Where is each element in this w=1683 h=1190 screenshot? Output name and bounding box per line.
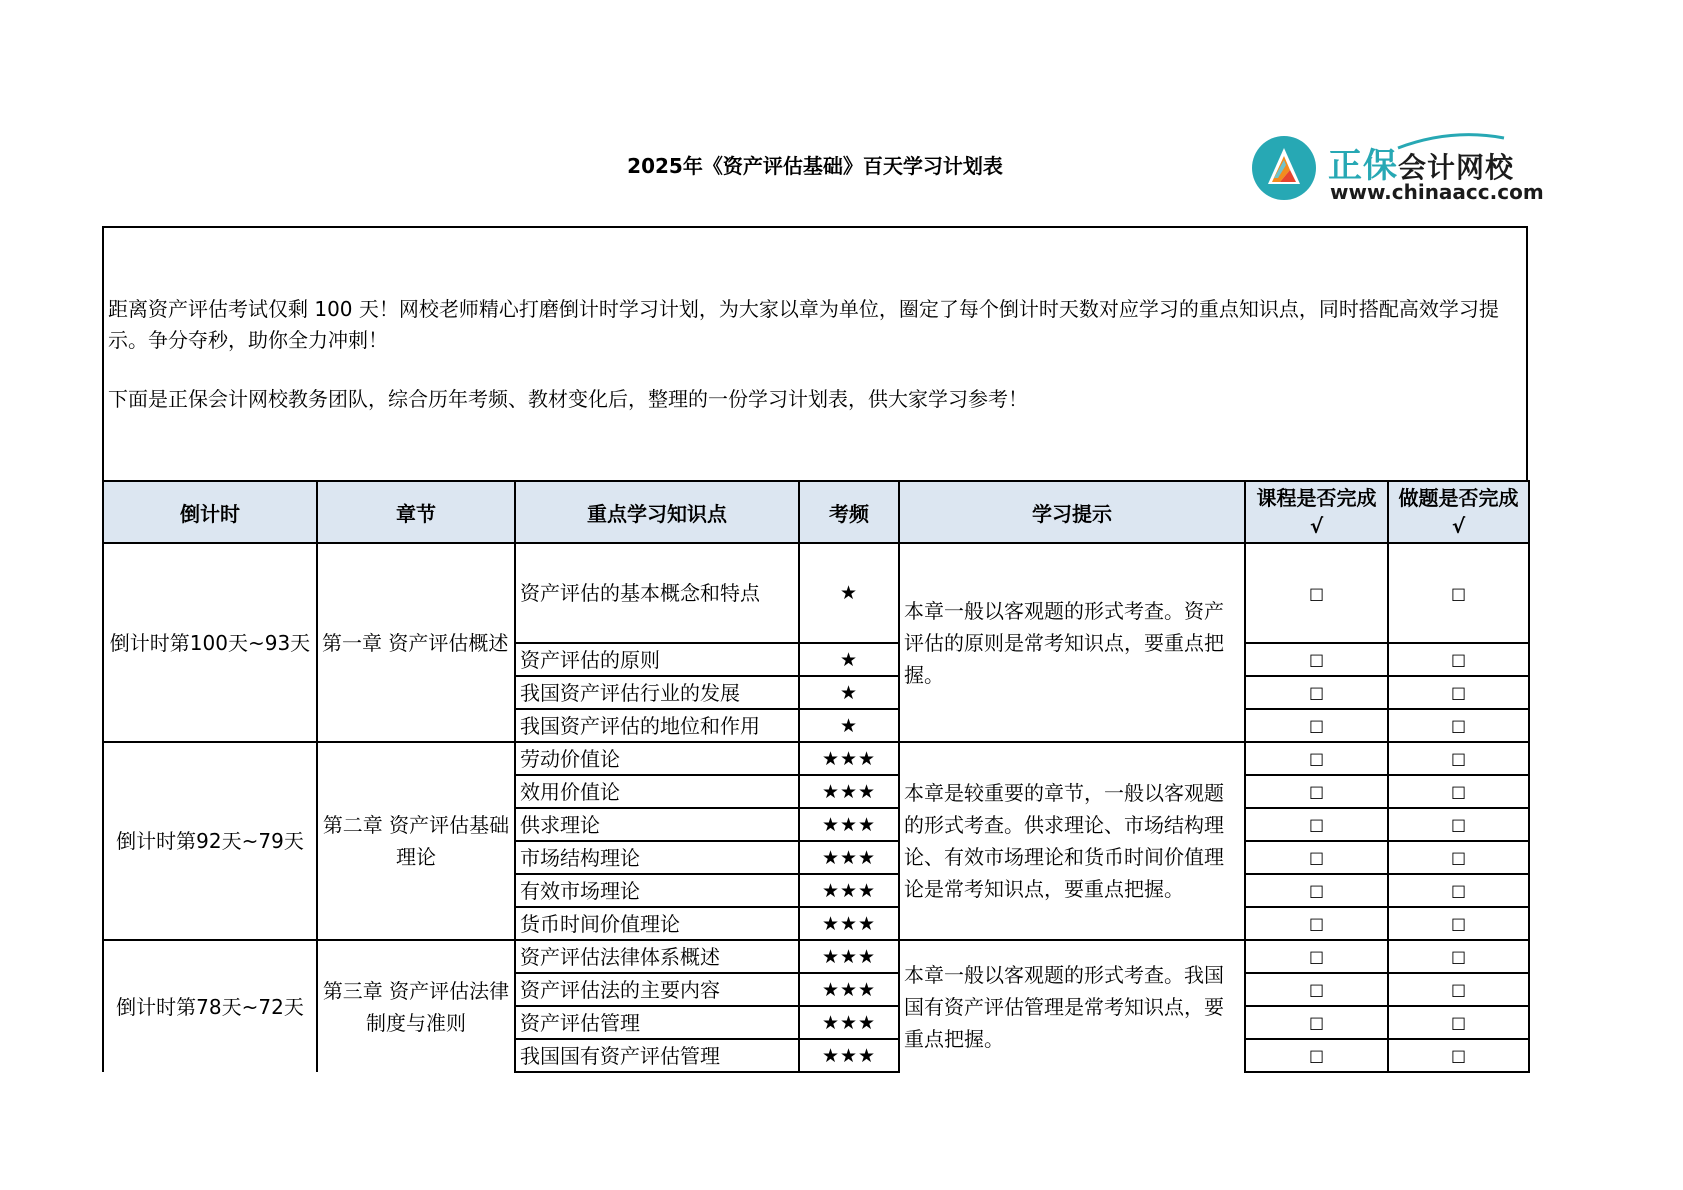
course-done-checkbox[interactable]: □ [1245, 874, 1388, 907]
course-done-checkbox[interactable]: □ [1245, 1039, 1388, 1072]
exercise-done-checkbox[interactable]: □ [1388, 874, 1529, 907]
course-done-checkbox[interactable]: □ [1245, 1006, 1388, 1039]
frequency-cell: ★★★ [799, 808, 899, 841]
frequency-cell: ★★★ [799, 775, 899, 808]
tip-cell: 本章一般以客观题的形式考查。资产评估的原则是常考知识点，要重点把握。 [899, 543, 1245, 742]
logo-name-suffix: 会计网校 [1398, 151, 1515, 184]
exercise-done-checkbox[interactable]: □ [1388, 643, 1529, 676]
header-course-done-label: 课程是否完成 [1256, 486, 1377, 510]
course-done-checkbox[interactable]: □ [1245, 543, 1388, 643]
header-frequency: 考频 [799, 481, 899, 543]
study-plan-table [102, 480, 1530, 1073]
header-course-done-check: √ [1309, 514, 1324, 538]
frequency-cell: ★★★ [799, 973, 899, 1006]
tip-cell: 本章一般以客观题的形式考查。我国国有资产评估管理是常考知识点，要重点把握。 [899, 940, 1245, 1072]
frequency-cell: ★★★ [799, 907, 899, 940]
header-exercise-done-check: √ [1451, 514, 1466, 538]
exercise-done-checkbox[interactable]: □ [1388, 940, 1529, 973]
frequency-cell: ★ [799, 676, 899, 709]
logo-emblem-icon [1250, 132, 1318, 202]
intro-box [102, 226, 1528, 480]
course-done-checkbox[interactable]: □ [1245, 973, 1388, 1006]
table-row [103, 543, 1529, 643]
course-done-checkbox[interactable]: □ [1245, 841, 1388, 874]
course-done-checkbox[interactable]: □ [1245, 808, 1388, 841]
key-point-cell: 我国资产评估的地位和作用 [515, 709, 799, 742]
table-header-row [103, 481, 1529, 543]
exercise-done-checkbox[interactable]: □ [1388, 1006, 1529, 1039]
frequency-cell: ★★★ [799, 1039, 899, 1072]
countdown-cell: 倒计时第100天~93天 [103, 543, 317, 742]
page-title: 2025年《资产评估基础》百天学习计划表 [627, 154, 1003, 178]
table-row [103, 940, 1529, 973]
frequency-cell: ★★★ [799, 742, 899, 775]
course-done-checkbox[interactable]: □ [1245, 742, 1388, 775]
frequency-cell: ★★★ [799, 874, 899, 907]
logo-brand: 正保 [1328, 146, 1398, 186]
exercise-done-checkbox[interactable]: □ [1388, 676, 1529, 709]
header-exercise-done-label: 做题是否完成 [1398, 486, 1519, 510]
key-point-cell: 货币时间价值理论 [515, 907, 799, 940]
frequency-cell: ★ [799, 643, 899, 676]
chapter-cell: 第二章 资产评估基础理论 [317, 742, 515, 940]
exercise-done-checkbox[interactable]: □ [1388, 543, 1529, 643]
countdown-cell: 倒计时第92天~79天 [103, 742, 317, 940]
exercise-done-checkbox[interactable]: □ [1388, 841, 1529, 874]
course-done-checkbox[interactable]: □ [1245, 676, 1388, 709]
key-point-cell: 劳动价值论 [515, 742, 799, 775]
course-done-checkbox[interactable]: □ [1245, 907, 1388, 940]
exercise-done-checkbox[interactable]: □ [1388, 808, 1529, 841]
exercise-done-checkbox[interactable]: □ [1388, 742, 1529, 775]
key-point-cell: 资产评估法律体系概述 [515, 940, 799, 973]
header-chapter: 章节 [317, 481, 515, 543]
exercise-done-checkbox[interactable]: □ [1388, 907, 1529, 940]
exercise-done-checkbox[interactable]: □ [1388, 973, 1529, 1006]
key-point-cell: 资产评估管理 [515, 1006, 799, 1039]
key-point-cell: 供求理论 [515, 808, 799, 841]
course-done-checkbox[interactable]: □ [1245, 643, 1388, 676]
header-course-done [1245, 481, 1388, 543]
key-point-cell: 有效市场理论 [515, 874, 799, 907]
key-point-cell: 资产评估的原则 [515, 643, 799, 676]
frequency-cell: ★★★ [799, 841, 899, 874]
logo-url: www.chinaacc.com [1330, 180, 1544, 204]
key-point-cell: 效用价值论 [515, 775, 799, 808]
course-done-checkbox[interactable]: □ [1245, 940, 1388, 973]
header-countdown: 倒计时 [103, 481, 317, 543]
header-exercise-done [1388, 481, 1529, 543]
header-tips: 学习提示 [899, 481, 1245, 543]
table-row [103, 742, 1529, 775]
chapter-cell: 第三章 资产评估法律制度与准则 [317, 940, 515, 1072]
key-point-cell: 我国国有资产评估管理 [515, 1039, 799, 1072]
course-done-checkbox[interactable]: □ [1245, 775, 1388, 808]
frequency-cell: ★ [799, 709, 899, 742]
intro-paragraph-2: 下面是正保会计网校教务团队，综合历年考频、教材变化后，整理的一份学习计划表，供大家学习参考！ [108, 387, 1028, 411]
intro-paragraph-1: 距离资产评估考试仅剩 100 天！网校老师精心打磨倒计时学习计划，为大家以章为单位，圈定了每个倒计时天数对应学习的重点知识点，同时搭配高效学习提示。争分夺秒，助你全力冲刺！ [108, 297, 1499, 352]
exercise-done-checkbox[interactable]: □ [1388, 775, 1529, 808]
key-point-cell: 我国资产评估行业的发展 [515, 676, 799, 709]
exercise-done-checkbox[interactable]: □ [1388, 1039, 1529, 1072]
frequency-cell: ★★★ [799, 1006, 899, 1039]
countdown-cell: 倒计时第78天~72天 [103, 940, 317, 1072]
frequency-cell: ★ [799, 543, 899, 643]
frequency-cell: ★★★ [799, 940, 899, 973]
course-done-checkbox[interactable]: □ [1245, 709, 1388, 742]
brand-logo [1250, 130, 1544, 210]
exercise-done-checkbox[interactable]: □ [1388, 709, 1529, 742]
tip-cell: 本章是较重要的章节，一般以客观题的形式考查。供求理论、市场结构理论、有效市场理论和货币时间价值理论是常考知识点，要重点把握。 [899, 742, 1245, 940]
key-point-cell: 市场结构理论 [515, 841, 799, 874]
key-point-cell: 资产评估法的主要内容 [515, 973, 799, 1006]
key-point-cell: 资产评估的基本概念和特点 [515, 543, 799, 643]
header-key-points: 重点学习知识点 [515, 481, 799, 543]
chapter-cell: 第一章 资产评估概述 [317, 543, 515, 742]
